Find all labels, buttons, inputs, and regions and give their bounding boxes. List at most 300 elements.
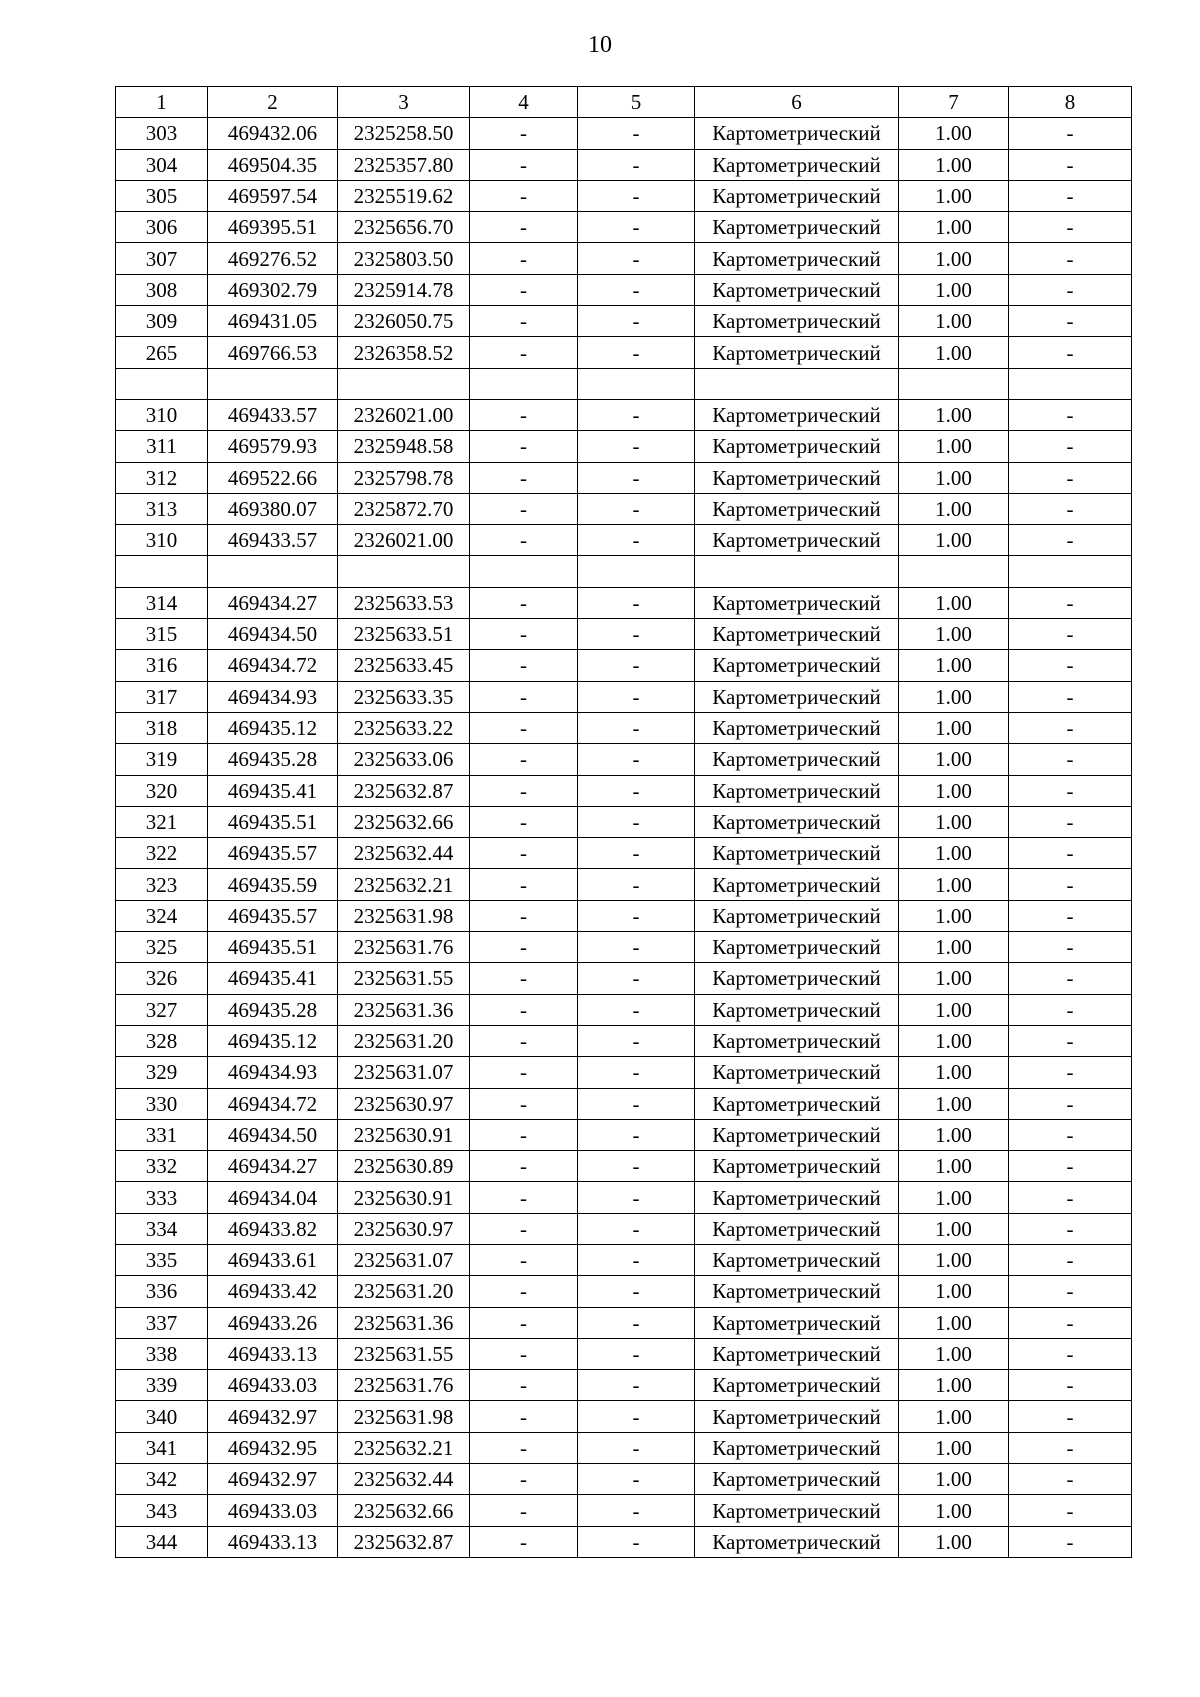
table-row <box>116 1276 1132 1307</box>
table-row <box>116 118 1132 149</box>
table-cell: 469433.13 <box>208 1526 338 1557</box>
table-cell: 344 <box>116 1526 208 1557</box>
table-cell: - <box>470 1307 578 1338</box>
table-cell: 314 <box>116 587 208 618</box>
table-cell: 469433.42 <box>208 1276 338 1307</box>
table-cell: - <box>470 212 578 243</box>
table-cell: 469433.03 <box>208 1495 338 1526</box>
table-cell: - <box>578 963 695 994</box>
table-row <box>116 838 1132 869</box>
table-cell: 469434.72 <box>208 1088 338 1119</box>
table-cell: Картометрический <box>695 431 899 462</box>
table-cell: 469435.51 <box>208 806 338 837</box>
table-cell: Картометрический <box>695 932 899 963</box>
table-cell <box>338 556 470 587</box>
column-header: 4 <box>470 87 578 118</box>
table-cell: Картометрический <box>695 619 899 650</box>
table-cell: 2325631.76 <box>338 932 470 963</box>
table-cell <box>470 556 578 587</box>
table-cell: - <box>578 932 695 963</box>
table-cell: - <box>470 1276 578 1307</box>
table-cell: 324 <box>116 900 208 931</box>
table-cell: 469380.07 <box>208 493 338 524</box>
table-cell: Картометрический <box>695 650 899 681</box>
table-cell: - <box>1009 1244 1132 1275</box>
table-cell: 334 <box>116 1213 208 1244</box>
table-cell: - <box>1009 462 1132 493</box>
table-cell: - <box>1009 900 1132 931</box>
table-cell: 469395.51 <box>208 212 338 243</box>
table-cell: - <box>1009 806 1132 837</box>
table-row <box>116 775 1132 806</box>
table-cell: 469432.97 <box>208 1401 338 1432</box>
table-cell: - <box>578 712 695 743</box>
table-cell: Картометрический <box>695 274 899 305</box>
table-cell: 342 <box>116 1464 208 1495</box>
table-cell: 469433.13 <box>208 1338 338 1369</box>
table-cell: 1.00 <box>899 337 1009 368</box>
table-cell: 2325631.76 <box>338 1370 470 1401</box>
table-cell: - <box>578 587 695 618</box>
table-cell: - <box>578 869 695 900</box>
table-cell: 1.00 <box>899 681 1009 712</box>
table-cell: 1.00 <box>899 212 1009 243</box>
table-row <box>116 1338 1132 1369</box>
table-cell: 469435.57 <box>208 838 338 869</box>
table-cell: 469431.05 <box>208 306 338 337</box>
table-cell: - <box>470 1244 578 1275</box>
table-cell <box>1009 556 1132 587</box>
table-cell: Картометрический <box>695 149 899 180</box>
table-cell: - <box>470 744 578 775</box>
table-cell: 265 <box>116 337 208 368</box>
table-cell: 469435.28 <box>208 994 338 1025</box>
table-cell <box>338 368 470 399</box>
table-cell: - <box>578 493 695 524</box>
table-cell: - <box>1009 650 1132 681</box>
table-cell: 313 <box>116 493 208 524</box>
table-cell: Картометрический <box>695 1432 899 1463</box>
table-cell: 335 <box>116 1244 208 1275</box>
table-cell: Картометрический <box>695 493 899 524</box>
table-cell: 320 <box>116 775 208 806</box>
table-cell: 1.00 <box>899 118 1009 149</box>
table-cell: 341 <box>116 1432 208 1463</box>
table-cell: Картометрический <box>695 1151 899 1182</box>
table-cell: - <box>1009 1370 1132 1401</box>
table-cell: 2325631.36 <box>338 1307 470 1338</box>
table-cell: 1.00 <box>899 712 1009 743</box>
table-cell: 2325630.91 <box>338 1119 470 1150</box>
table-cell: 469434.27 <box>208 1151 338 1182</box>
table-cell: 469435.28 <box>208 744 338 775</box>
table-row <box>116 1244 1132 1275</box>
table-cell: - <box>578 650 695 681</box>
table-cell: 2325632.66 <box>338 1495 470 1526</box>
table-cell: - <box>470 1464 578 1495</box>
table-cell: 1.00 <box>899 525 1009 556</box>
table-cell: - <box>1009 775 1132 806</box>
table-cell: - <box>470 869 578 900</box>
page-number: 10 <box>588 32 612 58</box>
table-cell: - <box>578 274 695 305</box>
table-cell: - <box>1009 1432 1132 1463</box>
table-cell: - <box>578 1182 695 1213</box>
table-cell: Картометрический <box>695 243 899 274</box>
table-row <box>116 306 1132 337</box>
table-cell: 307 <box>116 243 208 274</box>
table-cell: - <box>470 681 578 712</box>
column-header: 8 <box>1009 87 1132 118</box>
table-cell: - <box>1009 1119 1132 1150</box>
table-cell: Картометрический <box>695 1182 899 1213</box>
table-cell: 1.00 <box>899 1244 1009 1275</box>
table-cell: - <box>578 1464 695 1495</box>
table-cell: 1.00 <box>899 1307 1009 1338</box>
table-cell: 333 <box>116 1182 208 1213</box>
table-cell: - <box>1009 838 1132 869</box>
table-cell: 2325631.98 <box>338 900 470 931</box>
table-cell: Картометрический <box>695 1213 899 1244</box>
table-cell: - <box>470 1401 578 1432</box>
table-cell: - <box>1009 149 1132 180</box>
table-cell: Картометрический <box>695 963 899 994</box>
table-cell: - <box>1009 1213 1132 1244</box>
table-row <box>116 587 1132 618</box>
table-row <box>116 1182 1132 1213</box>
table-cell: 310 <box>116 399 208 430</box>
table-cell: - <box>470 1213 578 1244</box>
table-cell: 332 <box>116 1151 208 1182</box>
table-cell: 2325631.07 <box>338 1057 470 1088</box>
table-cell: 339 <box>116 1370 208 1401</box>
table-cell <box>1009 368 1132 399</box>
table-row <box>116 1464 1132 1495</box>
table-cell: Картометрический <box>695 1526 899 1557</box>
table-cell: - <box>1009 306 1132 337</box>
table-cell: 343 <box>116 1495 208 1526</box>
table-cell: - <box>470 180 578 211</box>
table-cell: - <box>1009 243 1132 274</box>
table-cell: 1.00 <box>899 1088 1009 1119</box>
table-cell: - <box>578 525 695 556</box>
table-cell: 1.00 <box>899 1464 1009 1495</box>
table-cell: - <box>1009 525 1132 556</box>
table-cell: 469766.53 <box>208 337 338 368</box>
table-cell: - <box>1009 744 1132 775</box>
table-cell: 469434.50 <box>208 1119 338 1150</box>
table-cell: 1.00 <box>899 775 1009 806</box>
table-row <box>116 462 1132 493</box>
table-cell: 1.00 <box>899 1025 1009 1056</box>
table-cell: Картометрический <box>695 1057 899 1088</box>
table-cell: 1.00 <box>899 1401 1009 1432</box>
table-cell: 469433.26 <box>208 1307 338 1338</box>
table-cell: Картометрический <box>695 838 899 869</box>
table-cell: Картометрический <box>695 1025 899 1056</box>
table-cell <box>470 368 578 399</box>
table-cell: 469504.35 <box>208 149 338 180</box>
table-cell: - <box>470 149 578 180</box>
table-row <box>116 963 1132 994</box>
table-cell: - <box>1009 619 1132 650</box>
table-cell: 469433.57 <box>208 525 338 556</box>
table-cell: 1.00 <box>899 1057 1009 1088</box>
table-cell: 469434.50 <box>208 619 338 650</box>
table-row <box>116 619 1132 650</box>
table-cell: - <box>1009 180 1132 211</box>
table-cell: - <box>578 1213 695 1244</box>
table-cell: - <box>1009 1151 1132 1182</box>
column-header: 1 <box>116 87 208 118</box>
table-cell: 2325630.89 <box>338 1151 470 1182</box>
table-cell: 2325631.55 <box>338 963 470 994</box>
table-cell: 2325632.44 <box>338 1464 470 1495</box>
table-cell: 2325631.20 <box>338 1025 470 1056</box>
table-cell: 1.00 <box>899 1432 1009 1463</box>
table-cell: - <box>578 1338 695 1369</box>
table-cell: 330 <box>116 1088 208 1119</box>
table-row <box>116 994 1132 1025</box>
table-cell: 2325519.62 <box>338 180 470 211</box>
table-cell: - <box>470 1370 578 1401</box>
table-cell: - <box>470 337 578 368</box>
table-cell: 469302.79 <box>208 274 338 305</box>
table-cell: 2325632.21 <box>338 869 470 900</box>
table-cell: - <box>470 900 578 931</box>
table-row <box>116 1495 1132 1526</box>
table-cell: - <box>578 1370 695 1401</box>
table-cell: 2325633.35 <box>338 681 470 712</box>
table-cell: - <box>578 1088 695 1119</box>
table-cell: - <box>470 118 578 149</box>
table-cell: - <box>1009 1495 1132 1526</box>
table-cell: Картометрический <box>695 1119 899 1150</box>
table-cell: - <box>578 1401 695 1432</box>
table-cell: 2325798.78 <box>338 462 470 493</box>
table-cell: 1.00 <box>899 994 1009 1025</box>
table-cell: 2325631.07 <box>338 1244 470 1275</box>
table-cell: - <box>578 399 695 430</box>
table-cell: - <box>470 1025 578 1056</box>
table-cell: 469435.12 <box>208 712 338 743</box>
table-cell: 310 <box>116 525 208 556</box>
table-cell: 2325632.21 <box>338 1432 470 1463</box>
table-cell: 331 <box>116 1119 208 1150</box>
table-cell <box>208 556 338 587</box>
table-cell: 2325632.87 <box>338 1526 470 1557</box>
table-cell: - <box>470 525 578 556</box>
table-row <box>116 493 1132 524</box>
table-cell <box>578 556 695 587</box>
table-cell: - <box>578 431 695 462</box>
table-cell: 1.00 <box>899 149 1009 180</box>
table-cell: - <box>470 243 578 274</box>
table-cell: Картометрический <box>695 1495 899 1526</box>
table-row <box>116 337 1132 368</box>
table-cell: - <box>470 963 578 994</box>
table-cell: - <box>1009 1057 1132 1088</box>
table-cell: - <box>1009 869 1132 900</box>
table-cell: - <box>470 619 578 650</box>
table-cell: 469434.72 <box>208 650 338 681</box>
table-cell: 1.00 <box>899 963 1009 994</box>
table-cell: 1.00 <box>899 838 1009 869</box>
table-cell: 2325632.44 <box>338 838 470 869</box>
table-cell: Картометрический <box>695 399 899 430</box>
table-cell: 323 <box>116 869 208 900</box>
table-cell: - <box>1009 399 1132 430</box>
table-cell: 2325633.45 <box>338 650 470 681</box>
table-cell: 2326358.52 <box>338 337 470 368</box>
table-cell: 469435.41 <box>208 775 338 806</box>
table-cell: 2325258.50 <box>338 118 470 149</box>
table-cell: - <box>470 932 578 963</box>
coordinates-table <box>115 86 1132 1558</box>
table-cell: - <box>1009 1025 1132 1056</box>
table-cell: 469597.54 <box>208 180 338 211</box>
table-cell: 2325630.97 <box>338 1088 470 1119</box>
table-cell: 2325630.97 <box>338 1213 470 1244</box>
table-cell: - <box>1009 1276 1132 1307</box>
table-row <box>116 869 1132 900</box>
table-row <box>116 1401 1132 1432</box>
table-cell: - <box>1009 932 1132 963</box>
table-row <box>116 1088 1132 1119</box>
table-row <box>116 1370 1132 1401</box>
table-cell: - <box>470 1495 578 1526</box>
table-cell: 311 <box>116 431 208 462</box>
table-cell: Картометрический <box>695 744 899 775</box>
table-cell: Картометрический <box>695 1338 899 1369</box>
table-cell: Картометрический <box>695 337 899 368</box>
table-cell: 2325632.66 <box>338 806 470 837</box>
column-header: 2 <box>208 87 338 118</box>
table-cell: 309 <box>116 306 208 337</box>
table-cell: - <box>1009 681 1132 712</box>
table-cell: 469579.93 <box>208 431 338 462</box>
table-cell: 1.00 <box>899 869 1009 900</box>
table-cell: Картометрический <box>695 212 899 243</box>
table-row <box>116 1432 1132 1463</box>
table-cell: 469435.41 <box>208 963 338 994</box>
table-cell <box>116 556 208 587</box>
table-cell: 338 <box>116 1338 208 1369</box>
table-cell: 1.00 <box>899 1151 1009 1182</box>
table-cell: 1.00 <box>899 1119 1009 1150</box>
table-cell: Картометрический <box>695 587 899 618</box>
table-cell: Картометрический <box>695 180 899 211</box>
table-cell: 2325631.36 <box>338 994 470 1025</box>
table-cell: 2325633.53 <box>338 587 470 618</box>
table-cell: - <box>578 1432 695 1463</box>
table-cell: 1.00 <box>899 1276 1009 1307</box>
table-cell: - <box>578 838 695 869</box>
table-cell: Картометрический <box>695 806 899 837</box>
table-cell: Картометрический <box>695 118 899 149</box>
table-cell: 1.00 <box>899 1213 1009 1244</box>
table-cell: 1.00 <box>899 619 1009 650</box>
table-cell: - <box>470 1151 578 1182</box>
table-cell: 328 <box>116 1025 208 1056</box>
table-cell: Картометрический <box>695 869 899 900</box>
table-cell: - <box>1009 337 1132 368</box>
table-cell: - <box>470 994 578 1025</box>
table-cell: 2326050.75 <box>338 306 470 337</box>
table-cell: 340 <box>116 1401 208 1432</box>
table-cell: - <box>470 806 578 837</box>
table-cell: Картометрический <box>695 900 899 931</box>
table-row <box>116 744 1132 775</box>
table-cell: 1.00 <box>899 1526 1009 1557</box>
table-cell: 1.00 <box>899 493 1009 524</box>
table-row <box>116 900 1132 931</box>
table-cell: 1.00 <box>899 932 1009 963</box>
table-cell: - <box>578 1276 695 1307</box>
table-cell: - <box>578 118 695 149</box>
table-cell: - <box>578 149 695 180</box>
table-cell: - <box>578 1119 695 1150</box>
table-cell: - <box>578 619 695 650</box>
table-cell: 1.00 <box>899 900 1009 931</box>
table-cell: - <box>1009 212 1132 243</box>
table-cell: 319 <box>116 744 208 775</box>
table-cell: 2325631.98 <box>338 1401 470 1432</box>
table-cell: - <box>470 650 578 681</box>
table-row <box>116 149 1132 180</box>
table-cell: - <box>470 1432 578 1463</box>
table-cell: 2325632.87 <box>338 775 470 806</box>
table-header-row <box>116 87 1132 118</box>
column-header: 7 <box>899 87 1009 118</box>
table-cell: - <box>470 431 578 462</box>
table-cell: - <box>1009 1464 1132 1495</box>
table-row <box>116 1307 1132 1338</box>
table-cell: - <box>470 399 578 430</box>
table-cell: 2325948.58 <box>338 431 470 462</box>
table-cell: 327 <box>116 994 208 1025</box>
table-cell: - <box>578 994 695 1025</box>
table-cell <box>208 368 338 399</box>
table-cell: - <box>470 274 578 305</box>
table-row <box>116 1057 1132 1088</box>
table-cell: 2326021.00 <box>338 399 470 430</box>
table-cell: 325 <box>116 932 208 963</box>
table-cell: Картометрический <box>695 1307 899 1338</box>
table-row <box>116 1526 1132 1557</box>
table-cell: 1.00 <box>899 180 1009 211</box>
column-header: 6 <box>695 87 899 118</box>
table-cell: - <box>578 243 695 274</box>
table-cell: 1.00 <box>899 650 1009 681</box>
table-cell: 2325631.20 <box>338 1276 470 1307</box>
table-cell: 316 <box>116 650 208 681</box>
table-separator-row <box>116 556 1132 587</box>
table-cell: - <box>578 775 695 806</box>
table-cell: 469433.57 <box>208 399 338 430</box>
table-cell: 1.00 <box>899 806 1009 837</box>
table-cell: 469435.12 <box>208 1025 338 1056</box>
table-cell: 337 <box>116 1307 208 1338</box>
table-cell: - <box>470 775 578 806</box>
table-cell: - <box>1009 1307 1132 1338</box>
table-cell: 1.00 <box>899 1495 1009 1526</box>
table-cell: 469433.03 <box>208 1370 338 1401</box>
table-cell: 308 <box>116 274 208 305</box>
table-row <box>116 525 1132 556</box>
table-cell: 326 <box>116 963 208 994</box>
table-cell: 1.00 <box>899 1370 1009 1401</box>
